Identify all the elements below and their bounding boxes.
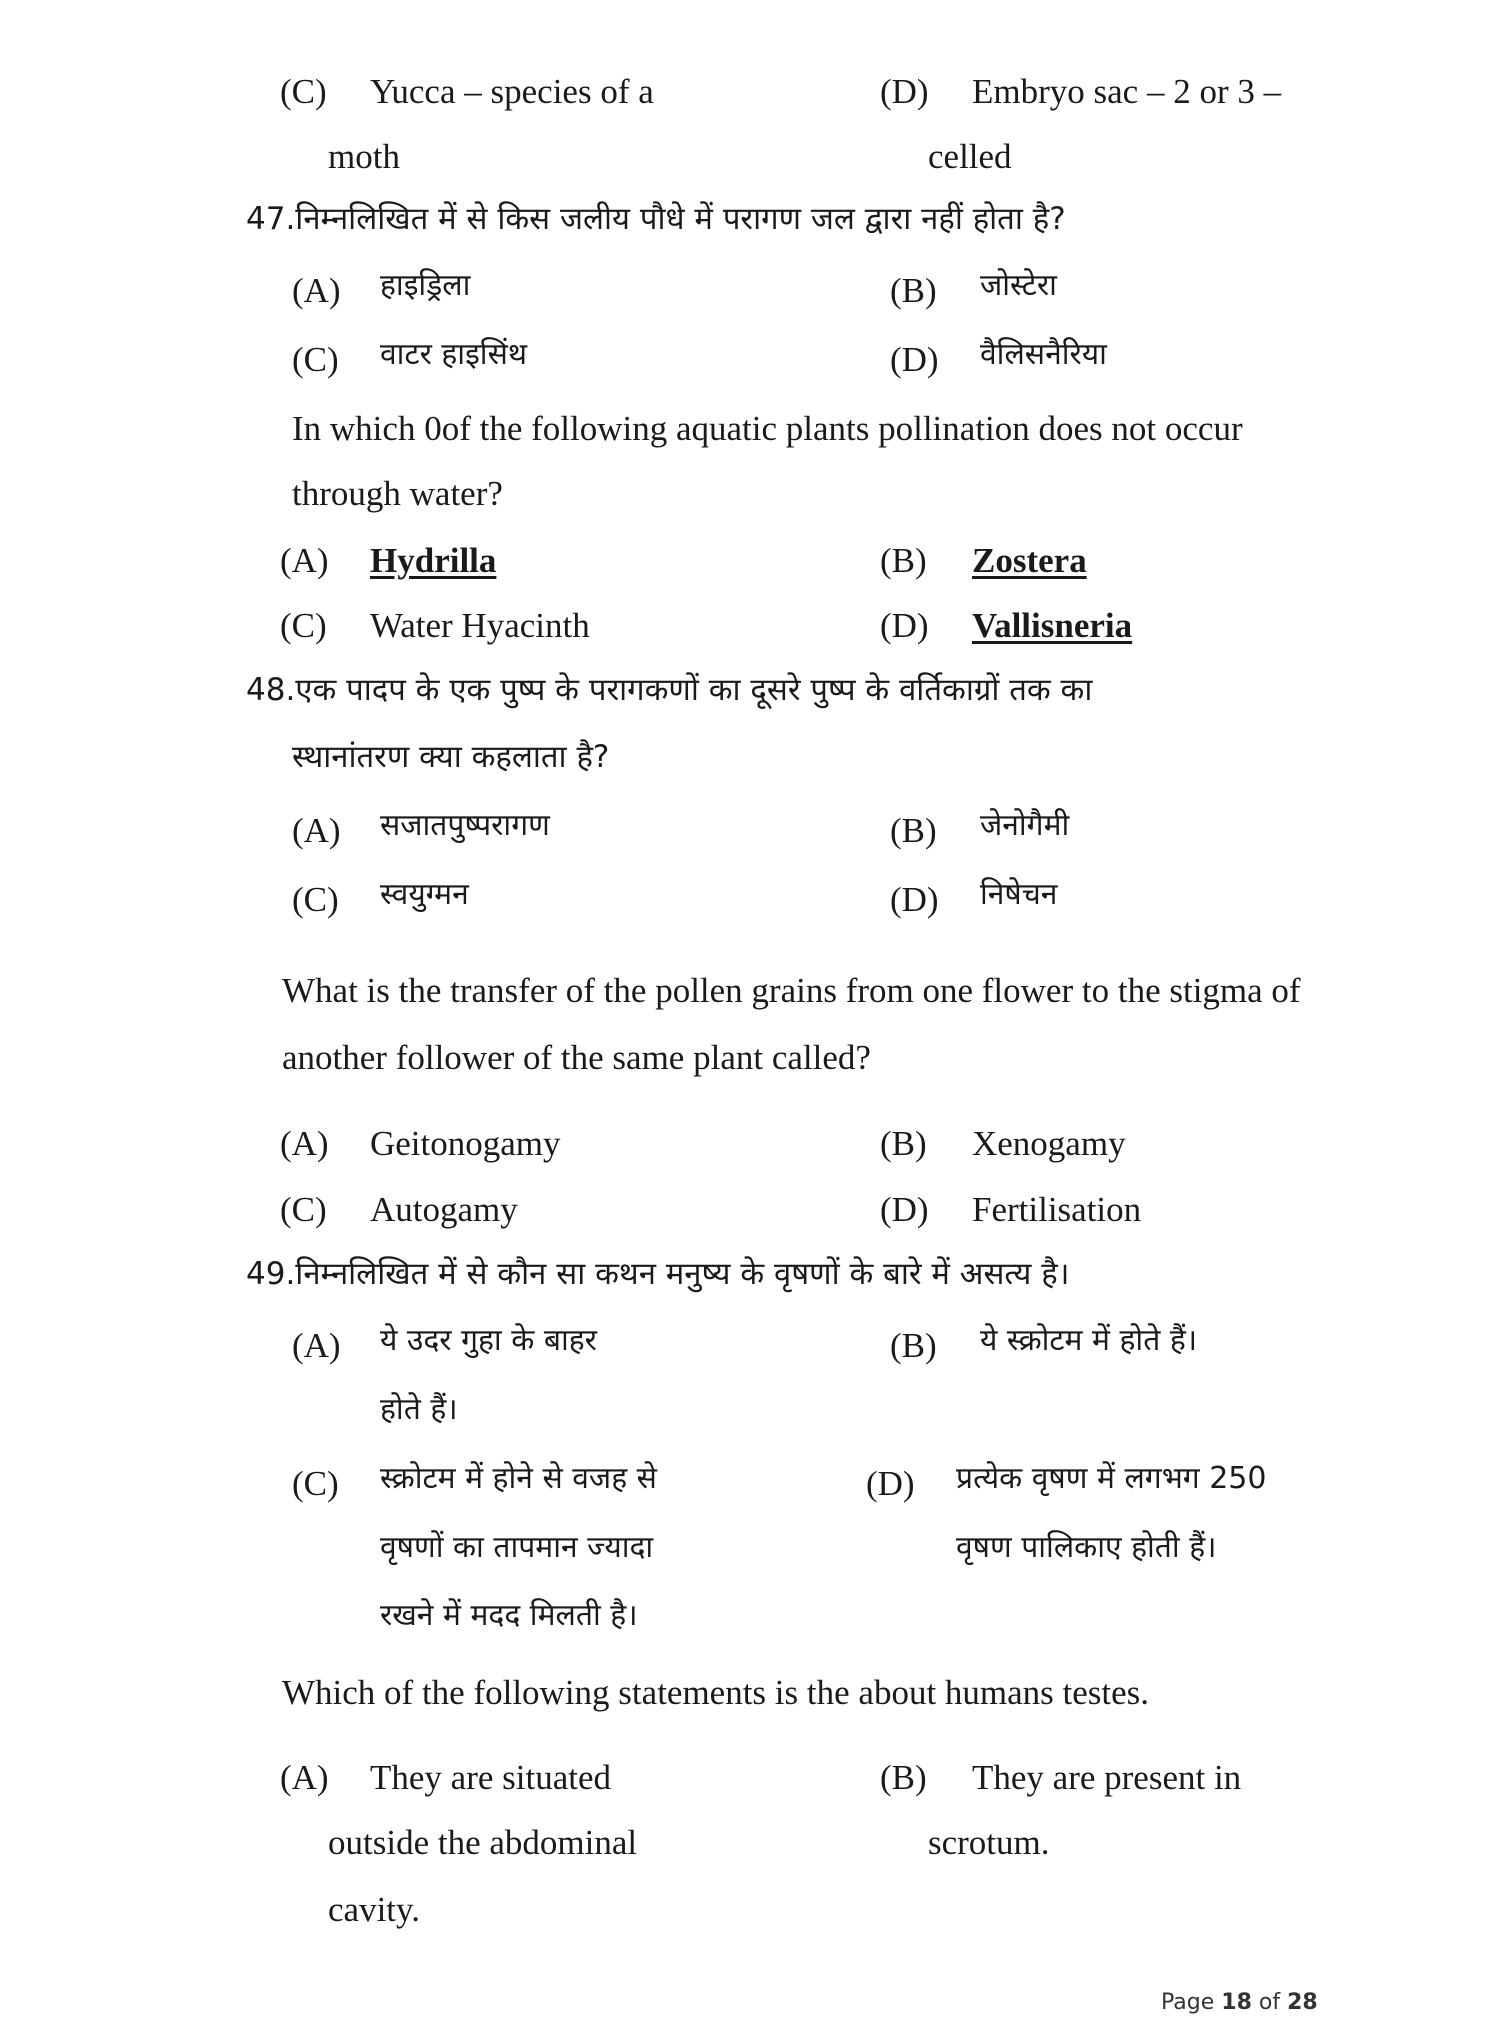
option-text: They are present in bbox=[972, 1758, 1242, 1797]
option-label: (A) bbox=[280, 1124, 329, 1163]
option-text: Water Hyacinth bbox=[370, 606, 590, 645]
option-label: (A) bbox=[292, 271, 341, 310]
option-label: (B) bbox=[890, 1326, 937, 1365]
option-label: (D) bbox=[890, 340, 939, 379]
question-48-english-line1: What is the transfer of the pollen grains from one flower to the stigma of bbox=[282, 971, 1301, 1010]
option-label: (C) bbox=[280, 606, 327, 645]
question-49-english: Which of the following statements is the about humans testes. bbox=[282, 1673, 1150, 1712]
option-text: Xenogamy bbox=[972, 1124, 1126, 1163]
question-48-hindi-line1: 48.एक पादप के एक पुष्प के परागकणों का दूसरे पुष्प के वर्तिकाग्रों तक का bbox=[246, 672, 1093, 708]
option-label: (A) bbox=[280, 1758, 329, 1797]
question-47-hindi: 47.निम्नलिखित में से किस जलीय पौधे में परागण जल द्वारा नहीं होता है? bbox=[246, 201, 1066, 237]
option-label: (D) bbox=[880, 606, 929, 645]
option-label: (C) bbox=[292, 1464, 339, 1503]
option-label: (D) bbox=[890, 880, 939, 919]
option-label: (A) bbox=[292, 811, 341, 850]
option-text: Autogamy bbox=[370, 1190, 518, 1229]
option-label: (B) bbox=[890, 811, 937, 850]
option-text: Geitonogamy bbox=[370, 1124, 561, 1163]
option-label: (C) bbox=[280, 72, 327, 111]
option-label: (C) bbox=[292, 340, 339, 379]
option-text: ये उदर गुहा के बाहर bbox=[380, 1323, 597, 1358]
option-text-answer: Vallisneria bbox=[972, 606, 1133, 645]
option-text: जोस्टेरा bbox=[980, 268, 1057, 303]
option-label: (D) bbox=[866, 1464, 915, 1503]
option-text: Fertilisation bbox=[972, 1190, 1142, 1229]
option-text-continuation: वृषणों का तापमान ज्यादा bbox=[380, 1530, 654, 1565]
option-label: (B) bbox=[890, 271, 937, 310]
option-text: हाइड्रिला bbox=[380, 268, 471, 303]
option-text-continuation: celled bbox=[928, 137, 1012, 176]
option-text-continuation: वृषण पालिकाए होती हैं। bbox=[956, 1530, 1217, 1565]
option-text-continuation: scrotum. bbox=[928, 1823, 1050, 1862]
option-text-continuation: रखने में मदद मिलती है। bbox=[380, 1598, 638, 1633]
question-48-english-line2: another follower of the same plant called? bbox=[282, 1038, 871, 1077]
option-label: (D) bbox=[880, 1190, 929, 1229]
question-47-english-line2: through water? bbox=[292, 474, 503, 513]
option-text: जेनोगैमी bbox=[980, 808, 1070, 843]
question-49-hindi: 49.निम्नलिखित में से कौन सा कथन मनुष्य के वृषणों के बारे में असत्य है। bbox=[246, 1256, 1070, 1292]
of-word: of bbox=[1258, 1990, 1281, 2015]
option-text: Embryo sac – 2 or 3 – bbox=[972, 72, 1282, 111]
option-text-continuation: होते हैं। bbox=[380, 1392, 458, 1427]
option-text: वैलिसनैरिया bbox=[980, 337, 1107, 372]
option-text: They are situated bbox=[370, 1758, 612, 1797]
option-label: (A) bbox=[280, 541, 329, 580]
option-text: Yucca – species of a bbox=[370, 72, 654, 111]
option-label: (B) bbox=[880, 541, 927, 580]
option-text-continuation: moth bbox=[328, 137, 400, 176]
option-text: प्रत्येक वृषण में लगभग 250 bbox=[956, 1461, 1267, 1496]
option-text-continuation: outside the abdominal bbox=[328, 1823, 638, 1862]
current-page: 18 bbox=[1221, 1990, 1252, 2015]
option-label: (D) bbox=[880, 72, 929, 111]
option-label: (C) bbox=[280, 1190, 327, 1229]
option-text: सजातपुष्परागण bbox=[380, 808, 550, 843]
option-text: निषेचन bbox=[980, 877, 1058, 912]
option-label: (A) bbox=[292, 1326, 341, 1365]
option-text-continuation: cavity. bbox=[328, 1890, 420, 1929]
option-label: (B) bbox=[880, 1758, 927, 1797]
total-pages: 28 bbox=[1287, 1990, 1318, 2015]
option-text: स्वयुग्मन bbox=[380, 877, 469, 912]
option-label: (C) bbox=[292, 880, 339, 919]
question-47-english-line1: In which 0of the following aquatic plants pollination does not occur bbox=[292, 409, 1243, 448]
question-48-hindi-line2: स्थानांतरण क्या कहलाता है? bbox=[292, 739, 610, 775]
page-word: Page bbox=[1161, 1990, 1215, 2015]
option-text: ये स्क्रोटम में होते हैं। bbox=[980, 1323, 1198, 1358]
option-label: (B) bbox=[880, 1124, 927, 1163]
option-text-answer: Zostera bbox=[972, 541, 1087, 580]
option-text: स्क्रोटम में होने से वजह से bbox=[380, 1461, 657, 1496]
page-number bbox=[1161, 1990, 1318, 2015]
option-text-answer: Hydrilla bbox=[370, 541, 497, 580]
option-text: वाटर हाइसिंथ bbox=[380, 337, 528, 372]
